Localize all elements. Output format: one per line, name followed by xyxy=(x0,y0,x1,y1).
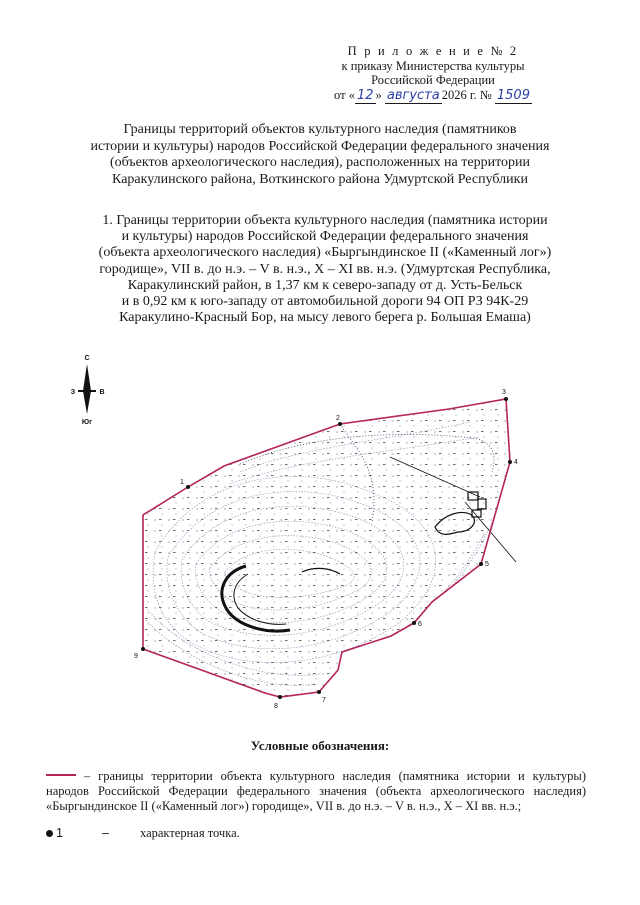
boundary-point xyxy=(186,485,190,489)
boundary-point xyxy=(412,621,416,625)
date-year: 2026 г. № xyxy=(441,87,492,102)
point-label: 9 xyxy=(134,653,138,660)
section-line: и культуры) народов Российской Федерации федерального значения xyxy=(121,229,529,245)
section-line: Каракулинский район, в 1,37 км к северо-западу от д. Усть-Бельск xyxy=(127,277,523,293)
title-line: (объектов археологического наследия), расположенных на территории xyxy=(109,155,531,170)
appendix-ministry: Российской Федерации xyxy=(371,73,495,87)
section-line: 1. Границы территории объекта культурного наследия (памятника истории xyxy=(102,213,548,228)
title-line: Каракулинского района, Воткинского района Удмуртской Республики xyxy=(112,171,528,187)
appendix-order-ref: к приказу Министерства культуры xyxy=(341,58,525,73)
point-label: 8 xyxy=(274,703,278,710)
point-marker-icon xyxy=(46,830,53,837)
compass-rose xyxy=(71,355,105,426)
boundary-point xyxy=(504,397,508,401)
section-line: (объекта археологического наследия) «Быргындинское II («Каменный лог») xyxy=(98,245,552,261)
date-mid: » xyxy=(375,87,382,102)
point-label: 7 xyxy=(322,697,326,704)
date-month: августа xyxy=(386,87,440,103)
legend-point xyxy=(46,826,240,841)
appendix-header xyxy=(318,44,548,104)
section-title xyxy=(60,213,590,326)
point-label: 5 xyxy=(485,561,489,568)
date-prefix: от « xyxy=(334,87,355,102)
boundary-point xyxy=(141,647,145,651)
legend-boundary xyxy=(46,769,586,814)
compass-north: С xyxy=(84,355,90,362)
boundary-point xyxy=(479,562,483,566)
title-line: Границы территорий объектов культурного наследия (памятников xyxy=(123,122,517,137)
section-line: Каракулино-Красный Бор, на мысу левого берега р. Большая Емаша) xyxy=(119,310,531,326)
date-day: 12 xyxy=(356,87,374,103)
point-label: 2 xyxy=(336,415,340,422)
boundary-point xyxy=(278,695,282,699)
point-label: 1 xyxy=(180,479,184,486)
appendix-date xyxy=(318,88,548,105)
legend-point-dash: – xyxy=(102,826,109,840)
section-line: и в 0,92 км к юго-западу от автомобильной дороги 94 ОП РЗ 94К-29 xyxy=(121,294,529,310)
section-line: городище», VII в. до н.э. – V в. н.э., X – XI вв. н.э. (Удмуртская Республика, xyxy=(99,261,551,277)
point-label: 4 xyxy=(514,459,518,466)
document-title xyxy=(60,122,580,188)
legend-point-number: 1 xyxy=(56,826,63,840)
map-svg xyxy=(40,352,580,732)
compass-south: Юг xyxy=(81,419,93,426)
order-number: 1509 xyxy=(496,87,530,103)
legend-point-text: характерная точка. xyxy=(140,826,240,840)
legend-boundary-text: – границы территории объекта культурного наследия (памятника истории и культуры) народов Российской Федерации федерального значения (объекта археологического наследия) «Быргындинское II («Каменный лог») городище», VII в. до н.э. – V в. н.э., X – XI вв. н.э.; xyxy=(46,769,586,813)
compass-east: В xyxy=(99,389,105,396)
appendix-label: П р и л о ж е н и е № 2 xyxy=(347,44,519,58)
point-label: 3 xyxy=(502,389,506,396)
boundary-point xyxy=(338,422,342,426)
boundary-point xyxy=(317,690,321,694)
boundary-map xyxy=(40,352,580,732)
boundary-point xyxy=(508,460,512,464)
legend-title: Условные обозначения: xyxy=(250,738,390,753)
compass-west: З xyxy=(70,389,76,396)
point-label: 6 xyxy=(418,621,422,628)
compass-arrow-icon xyxy=(83,364,91,414)
terrain-contours xyxy=(140,392,520,702)
boundary-line-swatch xyxy=(46,774,76,776)
title-line: истории и культуры) народов Российской Федерации федерального значения xyxy=(90,138,550,154)
